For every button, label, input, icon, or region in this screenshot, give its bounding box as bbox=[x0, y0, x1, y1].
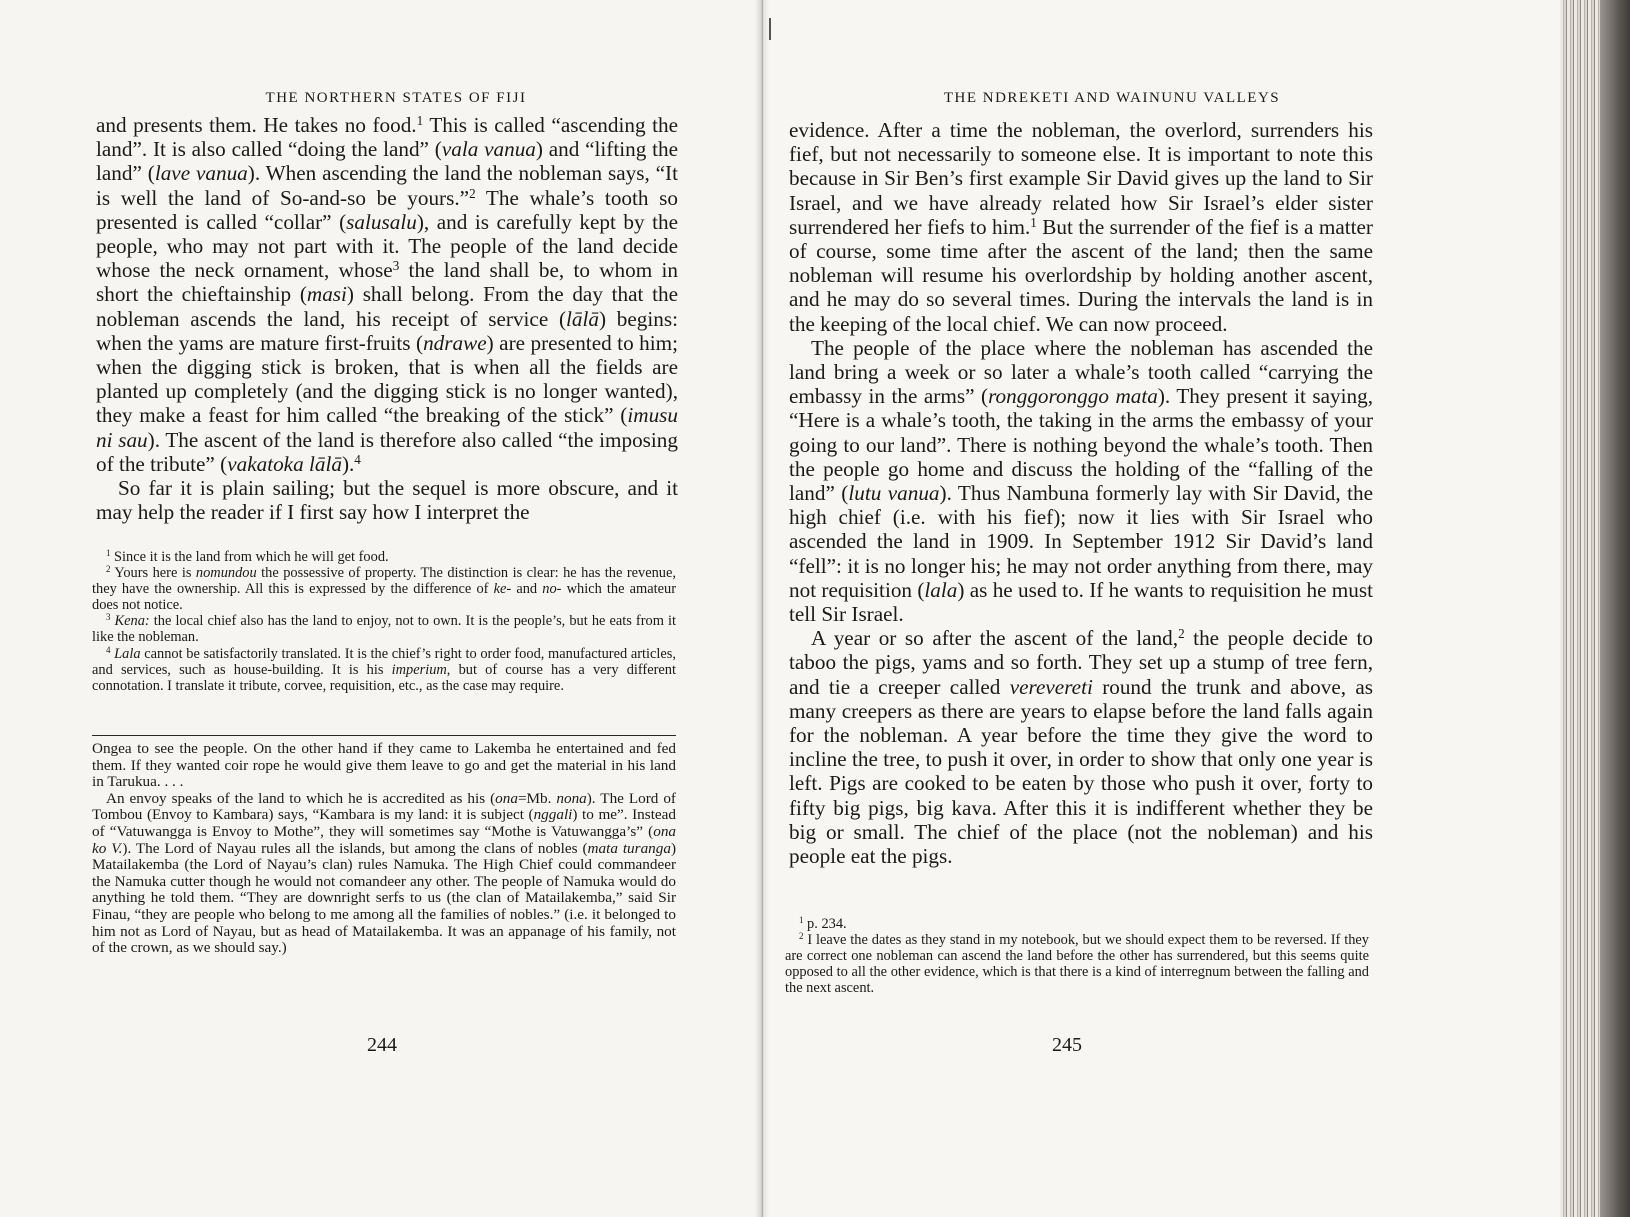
text-run: p. 234. bbox=[803, 916, 847, 932]
italic-term: imperium bbox=[391, 661, 447, 678]
italic-term: ona ko V. bbox=[92, 822, 676, 857]
footnote-marker: 1 bbox=[1030, 214, 1037, 230]
italic-term: nomundou bbox=[195, 565, 257, 582]
left-page bbox=[0, 0, 762, 1217]
text-run: ). The Lord of Tombou (Envoy to Kambara) says, “Kambara is my land: it is subject ( bbox=[92, 789, 676, 824]
text-run: the land shall be, to whom in short the chieftainship ( bbox=[96, 258, 678, 307]
text-run: I leave the dates as they stand in my notebook, but we should expect them to be reversed. If they are correct one nobleman can ascend the land before the other has surrendered, but this seems quite opposed to all the other evidence, which is that there is a kind of interregnum between the falling and the next ascent. bbox=[785, 932, 1369, 997]
text-run: But the surrender of the fief is a matter of course, some time after the ascent of the land; then the same nobleman will resume his overlordship by holding another ascent, and he may do so several times. During the intervals the land is in the keeping of the local chief. We can now proceed. bbox=[789, 214, 1373, 336]
left-footnotes bbox=[92, 549, 676, 694]
text-run: ) Matailakemba (the Lord of Nayau’s clan) rules Namuka. The High Chief could commandeer the Namuka cutter though he would not comandeer any other. The people of Namuka would do anything he told them. “They are downright serfs to us (the clan of Matailakemba,” said Sir Finau, “they are people who belong to me among all the families of nobles.” (i.e. it belonged to him not as Lord of Nayau, but as head of Matailakemba. It was an appanage of his family, not of the crown, as we should say.) bbox=[92, 839, 677, 957]
text-run: ) are presented to him; when the digging stick is broken, that is when all the fields are planted up completely (and the digging stick is no longer wanted), they make a feast for him called “the breaking of the stick” ( bbox=[96, 330, 678, 428]
page-number-left: 244 bbox=[367, 1034, 397, 1056]
text-run: ) as he used to. If he wants to requisition he must tell Sir Israel. bbox=[789, 577, 1373, 627]
fold-mark bbox=[769, 18, 771, 40]
paragraph bbox=[789, 336, 1373, 626]
paragraph bbox=[96, 476, 678, 524]
paragraph bbox=[92, 791, 676, 957]
right-page bbox=[762, 0, 1560, 1217]
italic-term: ona bbox=[495, 789, 518, 807]
italic-term: no- bbox=[542, 581, 562, 598]
italic-term: ndrawe bbox=[423, 330, 487, 355]
page-block-edges bbox=[1560, 0, 1630, 1217]
text-run: , but of course has a very different connotation. I translate it tribute, corvee, requisition, etc., as the case may require. bbox=[92, 661, 676, 694]
right-body-text bbox=[789, 118, 1373, 868]
text-run: ). The ascent of the land is therefore also called “the imposing of the tribute” ( bbox=[96, 427, 678, 476]
italic-term: vakatoka lālā bbox=[227, 451, 342, 476]
footnote-marker: 2 bbox=[799, 931, 804, 942]
paragraph bbox=[92, 741, 676, 791]
right-footnotes bbox=[785, 916, 1369, 996]
book-gutter bbox=[755, 0, 769, 1217]
text-run: cannot be satisfactorily translated. It is the chief’s right to order food, manufactured articles, and services, such as house-building. It is his bbox=[92, 645, 676, 678]
text-run: Yours here is bbox=[110, 565, 196, 582]
text-run: ) shall belong. From the day that the nobleman ascends the land, his receipt of service ( bbox=[96, 282, 678, 331]
italic-term: Lala bbox=[114, 645, 141, 662]
italic-term: imusu ni sau bbox=[96, 403, 678, 452]
text-run: ). The Lord of Nayau rules all the islands, but among the clans of nobles ( bbox=[122, 839, 588, 857]
paragraph bbox=[92, 646, 676, 694]
text-run: the possessive of property. The distinction is clear: he has the revenue, they have the ownership. All this is expressed by the difference of bbox=[92, 565, 676, 598]
text-run: ). They present it saying, “Here is a whale’s tooth, the taking in the arms the embassy of your going to our land”. There is nothing beyond the whale’s tooth. Then the people go home and discuss the holding of the “falling of the land” ( bbox=[789, 384, 1374, 506]
text-run: ). bbox=[341, 451, 355, 476]
italic-term: lutu vanua bbox=[848, 481, 940, 506]
footnote-marker: 1 bbox=[416, 112, 424, 128]
italic-term: lālā bbox=[566, 306, 599, 331]
footnote-marker: 1 bbox=[799, 915, 804, 926]
paragraph bbox=[785, 916, 1369, 932]
text-run: ) begins: when the yams are mature first-fruits ( bbox=[96, 306, 678, 355]
italic-term: vala vanua bbox=[441, 137, 536, 162]
paragraph bbox=[96, 113, 678, 476]
text-run: the local chief also has the land to enjoy, not to own. It is the people’s, but he eats from it like the nobleman. bbox=[92, 613, 676, 646]
text-run: ) to me”. Instead of “Vatuwangga is Envoy to Mothe”, they will sometimes say “Mothe is Vatuwangga’s” ( bbox=[92, 806, 676, 840]
text-run: ). Thus Nambuna formerly lay with Sir David, the high chief (i.e. with his fief); now it lies with Sir Israel who ascended the land in 1909. In September 1912 Sir David’s land “fell”: it is no longer his; he may not order anything from there, may not requisition ( bbox=[789, 481, 1373, 602]
footnote-marker: 2 bbox=[1178, 626, 1185, 642]
paragraph bbox=[789, 626, 1373, 868]
text-run: Since it is the land from which he will get food. bbox=[110, 549, 389, 565]
italic-term: ronggoronggo mata bbox=[988, 384, 1158, 409]
italic-term: verevereti bbox=[1009, 674, 1093, 699]
italic-term: mata turanga bbox=[587, 839, 671, 857]
italic-term: nona bbox=[556, 789, 587, 807]
text-run: So far it is plain sailing; but the sequel is more obscure, and it may help the reader if I first say how I interpret the bbox=[96, 476, 678, 525]
text-run: the people decide to taboo the pigs, yams and so forth. They set up a stump of tree fern, and tie a creeper called bbox=[789, 626, 1373, 699]
running-head-left: THE NORTHERN STATES OF FIJI bbox=[265, 90, 527, 106]
left-continued-note bbox=[92, 741, 676, 957]
footnote-marker: 1 bbox=[106, 548, 111, 559]
italic-term: nggali bbox=[533, 806, 573, 824]
text-run: This is called “ascending the land”. It is also called “doing the land” ( bbox=[96, 113, 678, 162]
italic-term: ke- bbox=[493, 581, 512, 598]
paragraph bbox=[785, 932, 1369, 996]
text-run: which the amateur does not notice. bbox=[92, 581, 676, 614]
footnote-marker: 4 bbox=[106, 644, 111, 655]
paragraph bbox=[92, 565, 676, 613]
text-run: and presents them. He takes no food. bbox=[96, 113, 417, 137]
footnote-marker: 2 bbox=[106, 564, 111, 575]
text-run: A year or so after the ascent of the land, bbox=[811, 626, 1179, 651]
italic-term: lave vanua bbox=[154, 161, 248, 186]
italic-term: salusalu bbox=[346, 209, 417, 234]
footnote-marker: 3 bbox=[392, 258, 400, 273]
text-run: ) and “lifting the land” ( bbox=[96, 137, 679, 186]
text-run: ). When ascending the land the nobleman says, “It is well the land of So-and-so be yours.” bbox=[96, 161, 678, 210]
text-run: The people of the place where the nobleman has ascended the land bring a week or so later a whale’s tooth called “carrying the embassy in the arms” ( bbox=[789, 335, 1373, 409]
paragraph bbox=[92, 549, 676, 565]
text-run: ), and is carefully kept by the people, who may not part with it. The people of the land decide whose the neck ornament, whose bbox=[96, 209, 678, 283]
footnote-rule bbox=[92, 735, 676, 736]
footnote-marker: 3 bbox=[106, 612, 111, 623]
text-run: Ongea to see the people. On the other hand if they came to Lakemba he entertained and fed them. If they wanted coir rope he would give them leave to go and get the material in his land in Tarukua. . . . bbox=[92, 740, 676, 791]
italic-term: lala bbox=[924, 577, 958, 602]
footnote-marker: 4 bbox=[354, 451, 361, 467]
paragraph bbox=[92, 613, 676, 645]
italic-term: Kena: bbox=[114, 613, 150, 630]
text-run: An envoy speaks of the land to which he is accredited as his ( bbox=[106, 789, 496, 807]
paragraph bbox=[789, 118, 1373, 336]
italic-term: masi bbox=[306, 282, 347, 307]
footnote-marker: 2 bbox=[469, 185, 476, 201]
text-run: evidence. After a time the nobleman, the overlord, surrenders his fief, but not necessarily to someone else. It is important to note this because in Sir Ben’s first example Sir David gives up the land to Sir Israel, and we have already related how Sir Israel’s elder sister surrendered her fiefs to him. bbox=[789, 118, 1373, 239]
text-run: =Mb. bbox=[517, 789, 557, 807]
page-number-right: 245 bbox=[1052, 1034, 1082, 1056]
text-run: and bbox=[511, 581, 543, 598]
running-head-right: THE NDREKETI AND WAINUNU VALLEYS bbox=[943, 90, 1281, 106]
text-run: The whale’s tooth so presented is called “collar” ( bbox=[96, 185, 679, 234]
left-body-text bbox=[96, 113, 678, 524]
text-run: round the trunk and above, as many creepers as there are years to elapse before the land falls again for the nobleman. A year before the time they give the word to incline the tree, to push it over, in order to show that only one year is left. Pigs are cooked to be eaten by those who push it over, forty to fifty big pigs, big kava. After this it is indifferent whether they be big or small. The chief of the place (not the nobleman) and his people eat the pigs. bbox=[789, 674, 1374, 869]
